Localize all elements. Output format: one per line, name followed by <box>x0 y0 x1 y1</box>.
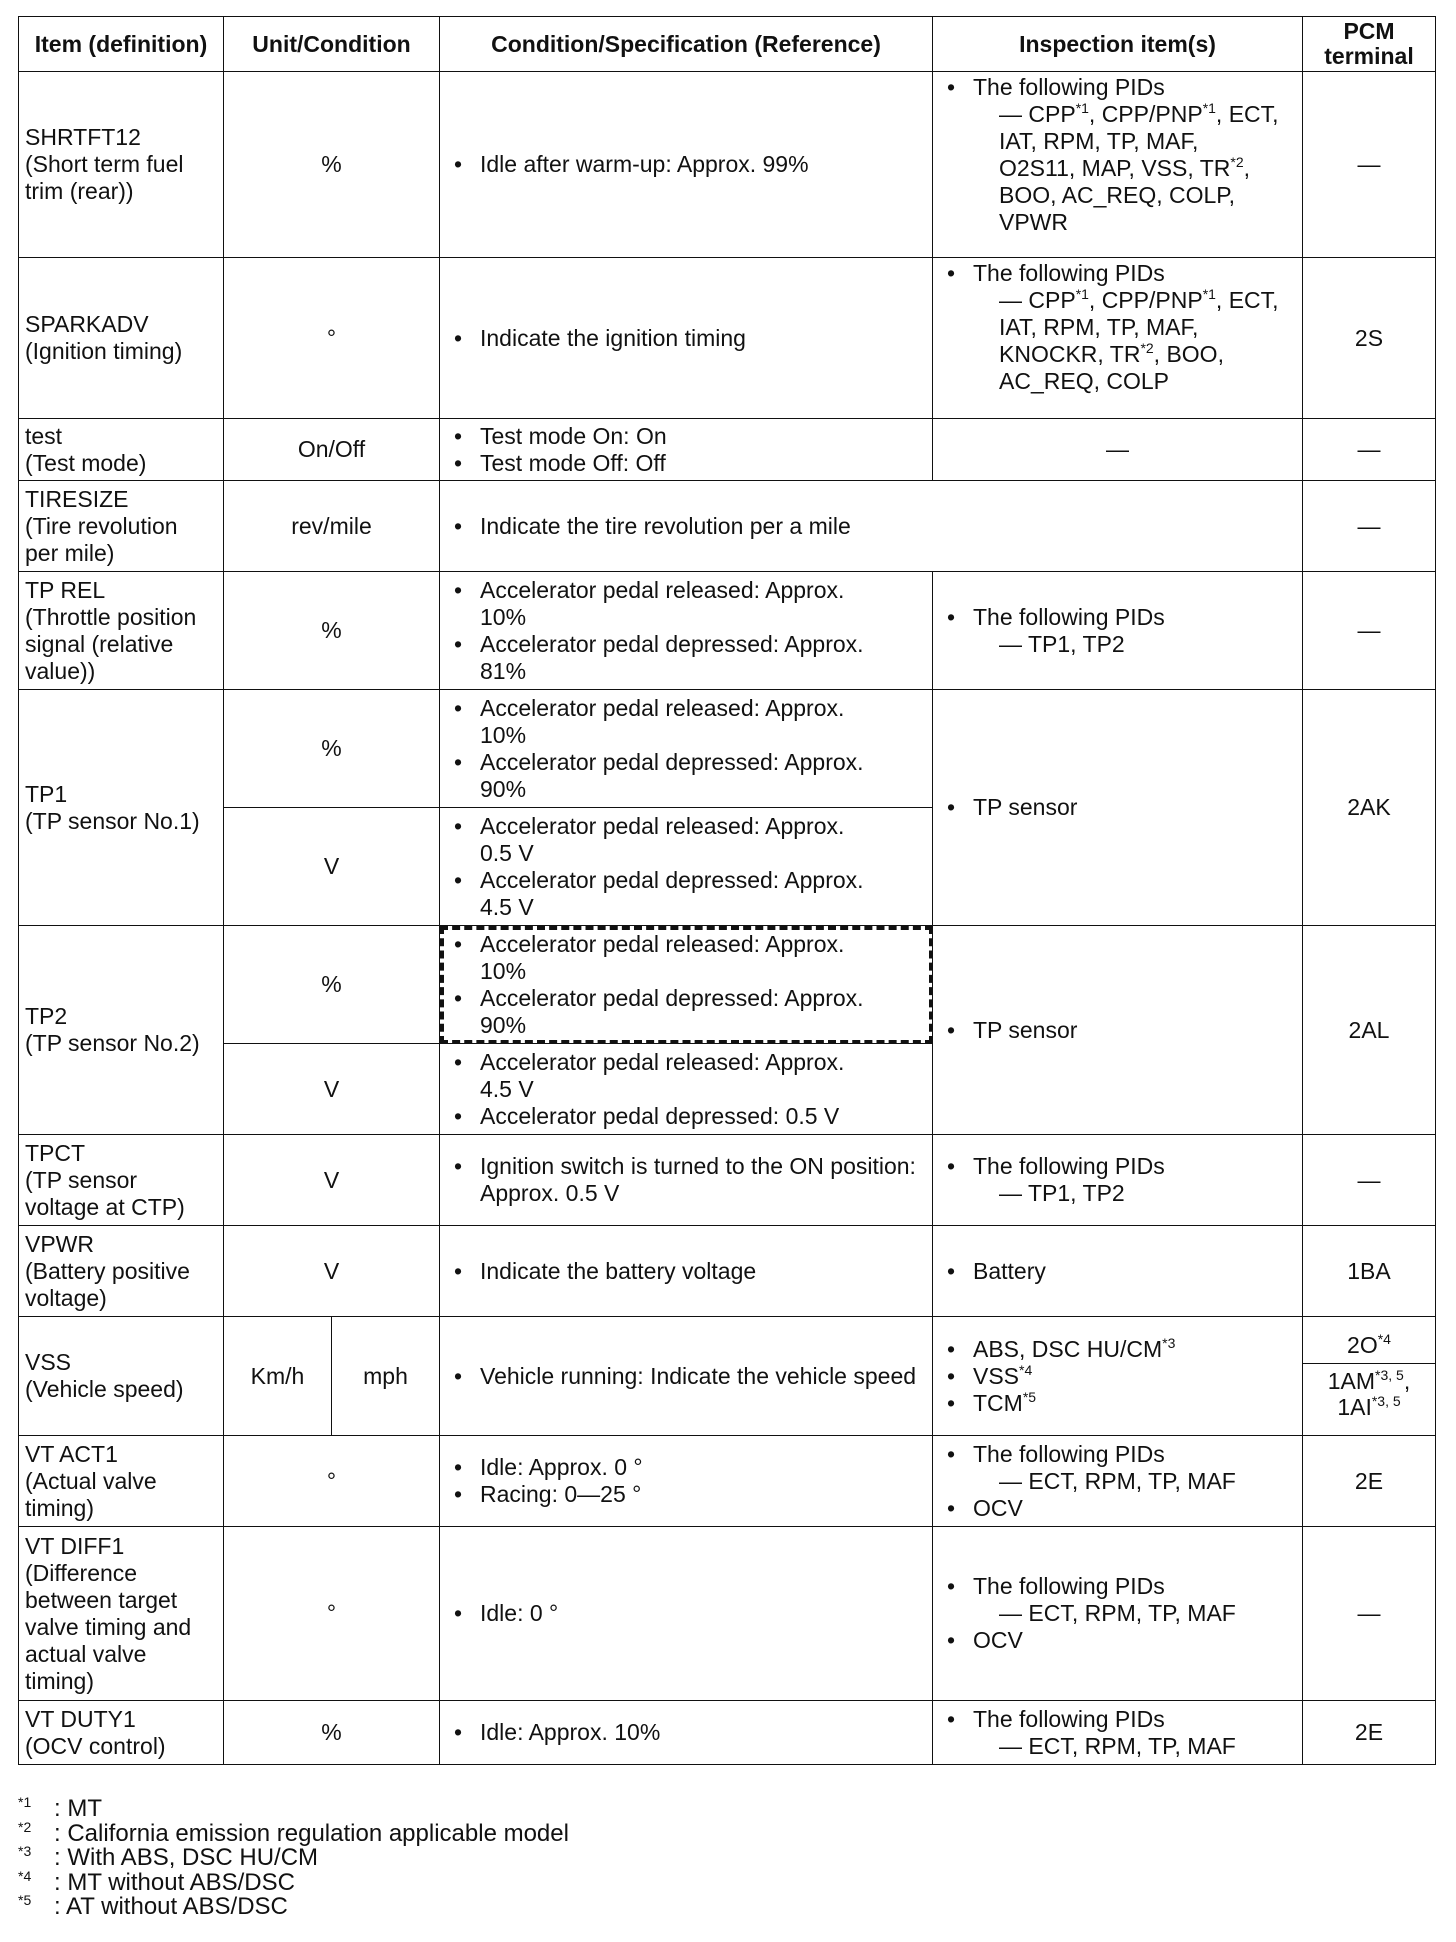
pcm-vtduty1: 2E <box>1303 1701 1436 1765</box>
item-tiresize: TIRESIZE (Tire revolution per mile) <box>19 481 224 572</box>
inspection-vpwr: • Battery <box>933 1226 1303 1317</box>
footnote: $^{*1}$ : MT <box>18 1794 102 1822</box>
table-row-vtduty1 <box>19 1701 1436 1765</box>
inspection-vtdiff1: • The following PIDs — ECT, RPM, TP, MAF • OCV <box>933 1527 1303 1701</box>
item-sparkadv: SPARKADV (Ignition timing) <box>19 258 224 419</box>
pcm-vtact1: 2E <box>1303 1436 1436 1527</box>
pcm-tpct: — <box>1303 1135 1436 1226</box>
item-tprel: TP REL (Throttle position signal (relative value)) <box>19 572 224 690</box>
unit-vtact1: ° <box>224 1436 440 1527</box>
item-vss: VSS (Vehicle speed) <box>19 1317 224 1436</box>
table-row-vss <box>19 1317 1436 1436</box>
pcm-vtdiff1: — <box>1303 1527 1436 1701</box>
unit-vss-kmh: Km/h <box>224 1317 332 1436</box>
condition-tprel: • Accelerator pedal released: Approx. 10% • Accelerator pedal depressed: Approx. 81% <box>440 572 933 690</box>
pcm-test: — <box>1303 419 1436 481</box>
table-row-vtdiff1 <box>19 1527 1436 1701</box>
inspection-tp1: • TP sensor <box>933 690 1303 926</box>
table-row-vpwr <box>19 1226 1436 1317</box>
table-row-shrtft12 <box>19 72 1436 258</box>
item-test: test (Test mode) <box>19 419 224 481</box>
inspection-tp2: • TP sensor <box>933 926 1303 1135</box>
unit-test: On/Off <box>224 419 440 481</box>
unit-vtduty1: % <box>224 1701 440 1765</box>
condition-tpct: • Ignition switch is turned to the ON position: Approx. 0.5 V <box>440 1135 933 1226</box>
footnote: $^{*4}$ : MT without ABS/DSC <box>18 1867 295 1896</box>
table-row-tprel <box>19 572 1436 690</box>
pcm-shrtft12: — <box>1303 72 1436 258</box>
condition-tiresize: • Indicate the tire revolution per a mile <box>440 481 1303 572</box>
inspection-tpct: • The following PIDs — TP1, TP2 <box>933 1135 1303 1226</box>
item-tp2: TP2 (TP sensor No.2) <box>19 926 224 1135</box>
table-row-vtact1 <box>19 1436 1436 1527</box>
condition-vss: • Vehicle running: Indicate the vehicle speed <box>440 1317 933 1436</box>
footnote: $^{*5}$ : AT without ABS/DSC <box>18 1892 288 1920</box>
item-vtdiff1: VT DIFF1 (Difference between target valve timing and actual valve timing) <box>19 1527 224 1701</box>
unit-shrtft12: % <box>224 72 440 258</box>
unit-tpct: V <box>224 1135 440 1226</box>
inspection-shrtft12: • The following PIDs — CPP$^{*1}$, CPP/PNP$^{*1}$, ECT, IAT, RPM, TP, MAF, O2S11, MAP, VSS, TR$^{*2}$, BOO, AC_REQ, COLP, VPWR <box>933 72 1303 258</box>
condition-tp1-volt: • Accelerator pedal released: Approx. 0.5 V • Accelerator pedal depressed: Approx. 4.5 V <box>440 808 933 926</box>
footnote: $^{*3}$ : With ABS, DSC HU/CM <box>18 1843 319 1871</box>
pcm-tp2: 2AL <box>1303 926 1436 1135</box>
pcm-vss <box>1303 1317 1436 1436</box>
table-row-test <box>19 419 1436 481</box>
header-condition: Condition/Specification (Reference) <box>440 17 933 72</box>
condition-tp1-pct: • Accelerator pedal released: Approx. 10% • Accelerator pedal depressed: Approx. 90% <box>440 690 933 808</box>
inspection-tprel: • The following PIDs — TP1, TP2 <box>933 572 1303 690</box>
unit-tp1-volt: V <box>224 808 440 926</box>
unit-vpwr: V <box>224 1226 440 1317</box>
table-row-tp1-pct <box>19 690 1436 808</box>
condition-shrtft12: • Idle after warm-up: Approx. 99% <box>440 72 933 258</box>
unit-tp2-pct: % <box>224 926 440 1044</box>
pcm-tiresize: — <box>1303 481 1436 572</box>
footnote: $^{*2}$ : California emission regulation applicable model <box>18 1818 569 1847</box>
condition-test: • Test mode On: On • Test mode Off: Off <box>440 419 933 481</box>
condition-vtact1: • Idle: Approx. 0 ° • Racing: 0—25 ° <box>440 1436 933 1527</box>
condition-tp2-pct-highlight: • Accelerator pedal released: Approx. 10% • Accelerator pedal depressed: Approx. 90% <box>440 926 933 1044</box>
unit-tprel: % <box>224 572 440 690</box>
pcm-sparkadv: 2S <box>1303 258 1436 419</box>
inspection-test: — <box>933 419 1303 481</box>
inspection-vtact1: • The following PIDs — ECT, RPM, TP, MAF • OCV <box>933 1436 1303 1527</box>
inspection-vss: • ABS, DSC HU/CM$^{*3}$ • VSS$^{*4}$ • TCM$^{*5}$ <box>933 1317 1303 1436</box>
condition-sparkadv: • Indicate the ignition timing <box>440 258 933 419</box>
header-inspection: Inspection item(s) <box>933 17 1303 72</box>
item-vtact1: VT ACT1 (Actual valve timing) <box>19 1436 224 1527</box>
header-item: Item (definition) <box>19 17 224 72</box>
table-row-tiresize <box>19 481 1436 572</box>
table-header-row <box>19 17 1436 72</box>
pcm-tprel: — <box>1303 572 1436 690</box>
unit-tiresize: rev/mile <box>224 481 440 572</box>
footnotes <box>18 1794 569 1920</box>
unit-tp1-pct: % <box>224 690 440 808</box>
header-pcm-terminal: PCM terminal <box>1303 17 1436 72</box>
item-tp1: TP1 (TP sensor No.1) <box>19 690 224 926</box>
unit-vss-mph: mph <box>332 1317 440 1436</box>
table-row-tpct <box>19 1135 1436 1226</box>
unit-vtdiff1: ° <box>224 1527 440 1701</box>
unit-tp2-volt: V <box>224 1044 440 1135</box>
item-vpwr: VPWR (Battery positive voltage) <box>19 1226 224 1317</box>
inspection-sparkadv: • The following PIDs — CPP$^{*1}$, CPP/PNP$^{*1}$, ECT, IAT, RPM, TP, MAF, KNOCKR, TR$^{*2}$, BOO, AC_REQ, COLP <box>933 258 1303 419</box>
table-row-sparkadv <box>19 258 1436 419</box>
condition-vtduty1: • Idle: Approx. 10% <box>440 1701 933 1765</box>
item-vtduty1: VT DUTY1 (OCV control) <box>19 1701 224 1765</box>
unit-sparkadv: ° <box>224 258 440 419</box>
condition-tp2-volt: • Accelerator pedal released: Approx. 4.5 V • Accelerator pedal depressed: 0.5 V <box>440 1044 933 1135</box>
condition-vpwr: • Indicate the battery voltage <box>440 1226 933 1317</box>
table-row-tp2-pct <box>19 926 1436 1044</box>
item-tpct: TPCT (TP sensor voltage at CTP) <box>19 1135 224 1226</box>
pid-spec-table <box>18 16 1436 1765</box>
pcm-vss-abs-at: 1AM$^{*3, 5}$, 1AI$^{*3, 5}$ <box>1327 1367 1411 1420</box>
condition-vtdiff1: • Idle: 0 ° <box>440 1527 933 1701</box>
inspection-vtduty1: • The following PIDs — ECT, RPM, TP, MAF <box>933 1701 1303 1765</box>
header-unit: Unit/Condition <box>224 17 440 72</box>
pcm-tp1: 2AK <box>1303 690 1436 926</box>
pcm-vpwr: 1BA <box>1303 1226 1436 1317</box>
pcm-vss-mt: $2O^{*4}$ <box>1303 1328 1435 1364</box>
item-shrtft12: SHRTFT12 (Short term fuel trim (rear)) <box>19 72 224 258</box>
